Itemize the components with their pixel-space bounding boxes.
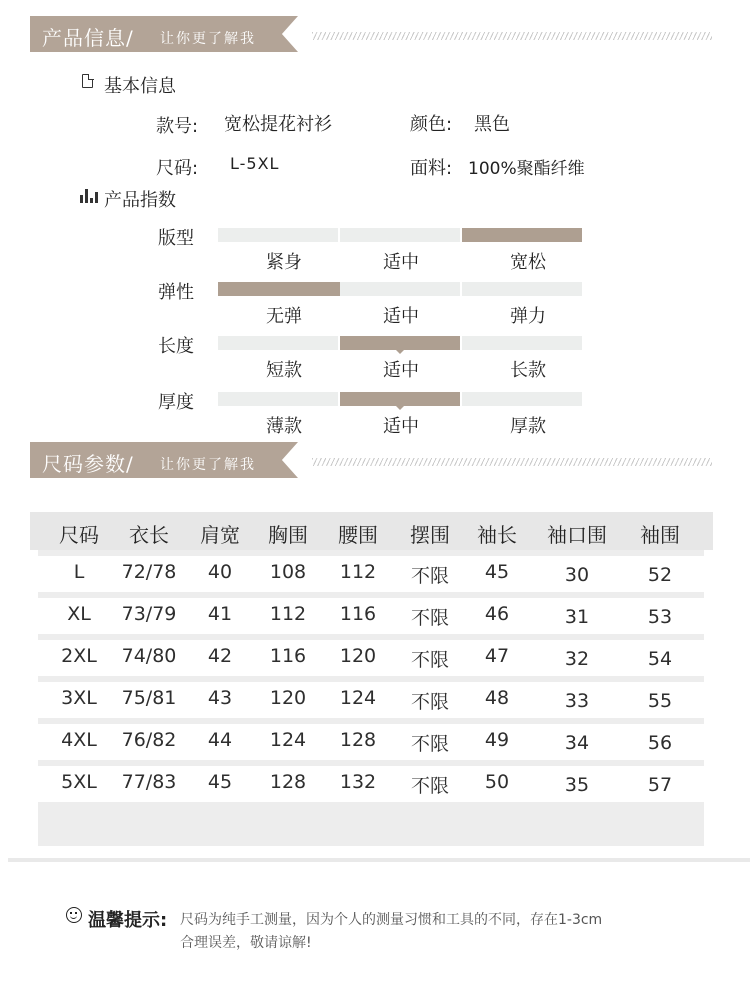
table-header-cell: 肩宽 [200, 523, 240, 547]
table-cell: 3XL [61, 687, 97, 709]
tip-label: 温馨提示: [88, 910, 168, 931]
banner-title: 产品信息/ [42, 26, 134, 50]
table-cell: 54 [647, 648, 673, 670]
index-label: 长度 [158, 336, 194, 357]
table-header-cell: 摆围 [410, 523, 450, 547]
table-cell: 不限 [410, 775, 450, 797]
index-option: 宽松 [510, 252, 546, 273]
table-cell: 43 [207, 687, 233, 709]
table-cell: 5XL [61, 771, 97, 793]
table-cell: 41 [207, 603, 233, 625]
index-bar-segment [340, 282, 460, 296]
table-cell: 116 [339, 603, 377, 625]
index-bar-segment [218, 228, 338, 242]
product-index-heading: 产品指数 [104, 190, 176, 211]
table-cell: 112 [339, 561, 377, 583]
fabric-value: 100%聚酯纤维 [468, 159, 585, 179]
table-cell: 72/78 [121, 561, 177, 583]
size-label: 尺码: [156, 158, 199, 179]
table-cell: 57 [647, 774, 673, 796]
style-no-label: 款号: [156, 116, 199, 137]
index-option: 薄款 [266, 416, 302, 437]
table-cell: 132 [339, 771, 377, 793]
table-cell: 35 [564, 774, 590, 796]
table-header-cell: 尺码 [59, 523, 99, 547]
table-cell: 124 [339, 687, 377, 709]
table-header-cell: 袖口围 [547, 523, 607, 547]
table-header-cell: 袖长 [477, 523, 517, 547]
divider [8, 858, 750, 862]
table-cell: 52 [647, 564, 673, 586]
table-cell: 53 [647, 606, 673, 628]
table-cell: 46 [484, 603, 510, 625]
index-label: 厚度 [158, 392, 194, 413]
index-bar-selected [462, 228, 582, 242]
table-cell: 50 [484, 771, 510, 793]
table-cell: 不限 [410, 691, 450, 713]
table-cell: 2XL [61, 645, 97, 667]
index-bar-segment [218, 336, 338, 350]
table-cell: 不限 [410, 565, 450, 587]
table-header-cell: 胸围 [268, 523, 308, 547]
document-icon [82, 74, 93, 88]
index-bar-segment [462, 336, 582, 350]
table-cell: 56 [647, 732, 673, 754]
color-label: 颜色: [410, 114, 453, 135]
index-option: 厚款 [510, 416, 546, 437]
table-cell: 120 [269, 687, 307, 709]
product-info-banner [0, 16, 750, 56]
table-cell: 42 [207, 645, 233, 667]
table-cell: 128 [339, 729, 377, 751]
table-cell: 74/80 [121, 645, 177, 667]
index-bar-segment [462, 392, 582, 406]
index-option: 适中 [383, 360, 419, 381]
table-cell: 不限 [410, 649, 450, 671]
style-no-value: 宽松提花衬衫 [224, 114, 332, 135]
table-cell: 112 [269, 603, 307, 625]
table-cell: 33 [564, 690, 590, 712]
table-cell: 116 [269, 645, 307, 667]
bar-chart-icon [80, 189, 100, 203]
table-header-cell: 衣长 [129, 523, 169, 547]
table-cell: 77/83 [121, 771, 177, 793]
index-bar-selected [218, 282, 340, 296]
table-cell: 75/81 [121, 687, 177, 709]
table-cell: 73/79 [121, 603, 177, 625]
color-value: 黑色 [474, 114, 510, 135]
table-cell: XL [67, 603, 91, 625]
index-option: 弹力 [510, 306, 546, 327]
index-bar-selected [340, 392, 460, 406]
basic-info-heading: 基本信息 [104, 76, 176, 97]
table-cell: 44 [207, 729, 233, 751]
table-cell: L [73, 561, 85, 583]
table-cell: 124 [269, 729, 307, 751]
table-cell: 47 [484, 645, 510, 667]
index-option: 长款 [510, 360, 546, 381]
tip-line-2: 合理误差，敬请谅解! [180, 935, 312, 951]
table-cell: 48 [484, 687, 510, 709]
size-value: L-5XL [230, 154, 280, 173]
index-option: 适中 [383, 252, 419, 273]
table-cell: 108 [269, 561, 307, 583]
index-label: 弹性 [158, 282, 194, 303]
index-option: 短款 [266, 360, 302, 381]
index-bar-selected [340, 336, 460, 350]
table-cell: 32 [564, 648, 590, 670]
index-label: 版型 [158, 228, 194, 249]
banner-dash-line [312, 458, 712, 466]
fabric-label: 面料: [410, 158, 453, 179]
index-option: 无弹 [266, 306, 302, 327]
banner-subtitle: 让你更了解我 [160, 457, 256, 473]
table-cell: 34 [564, 732, 590, 754]
table-header-cell: 腰围 [338, 523, 378, 547]
index-option: 适中 [383, 306, 419, 327]
index-bar-segment [218, 392, 338, 406]
table-cell: 120 [339, 645, 377, 667]
table-cell: 4XL [61, 729, 97, 751]
table-cell: 40 [207, 561, 233, 583]
smile-icon [66, 907, 82, 923]
size-param-banner [0, 442, 750, 482]
table-cell: 49 [484, 729, 510, 751]
index-bar-segment [340, 228, 460, 242]
table-cell: 45 [484, 561, 510, 583]
table-cell: 不限 [410, 733, 450, 755]
table-header-cell: 袖围 [640, 523, 680, 547]
index-option: 适中 [383, 416, 419, 437]
table-cell: 55 [647, 690, 673, 712]
table-cell: 31 [564, 606, 590, 628]
index-option: 紧身 [266, 252, 302, 273]
table-cell: 45 [207, 771, 233, 793]
banner-subtitle: 让你更了解我 [160, 31, 256, 47]
banner-title: 尺码参数/ [42, 452, 134, 476]
table-cell: 128 [269, 771, 307, 793]
tip-line-1: 尺码为纯手工测量，因为个人的测量习惯和工具的不同，存在1-3cm [180, 912, 603, 928]
banner-dash-line [312, 32, 712, 40]
table-cell: 不限 [410, 607, 450, 629]
index-bar-segment [462, 282, 582, 296]
table-cell: 30 [564, 564, 590, 586]
table-cell: 76/82 [121, 729, 177, 751]
